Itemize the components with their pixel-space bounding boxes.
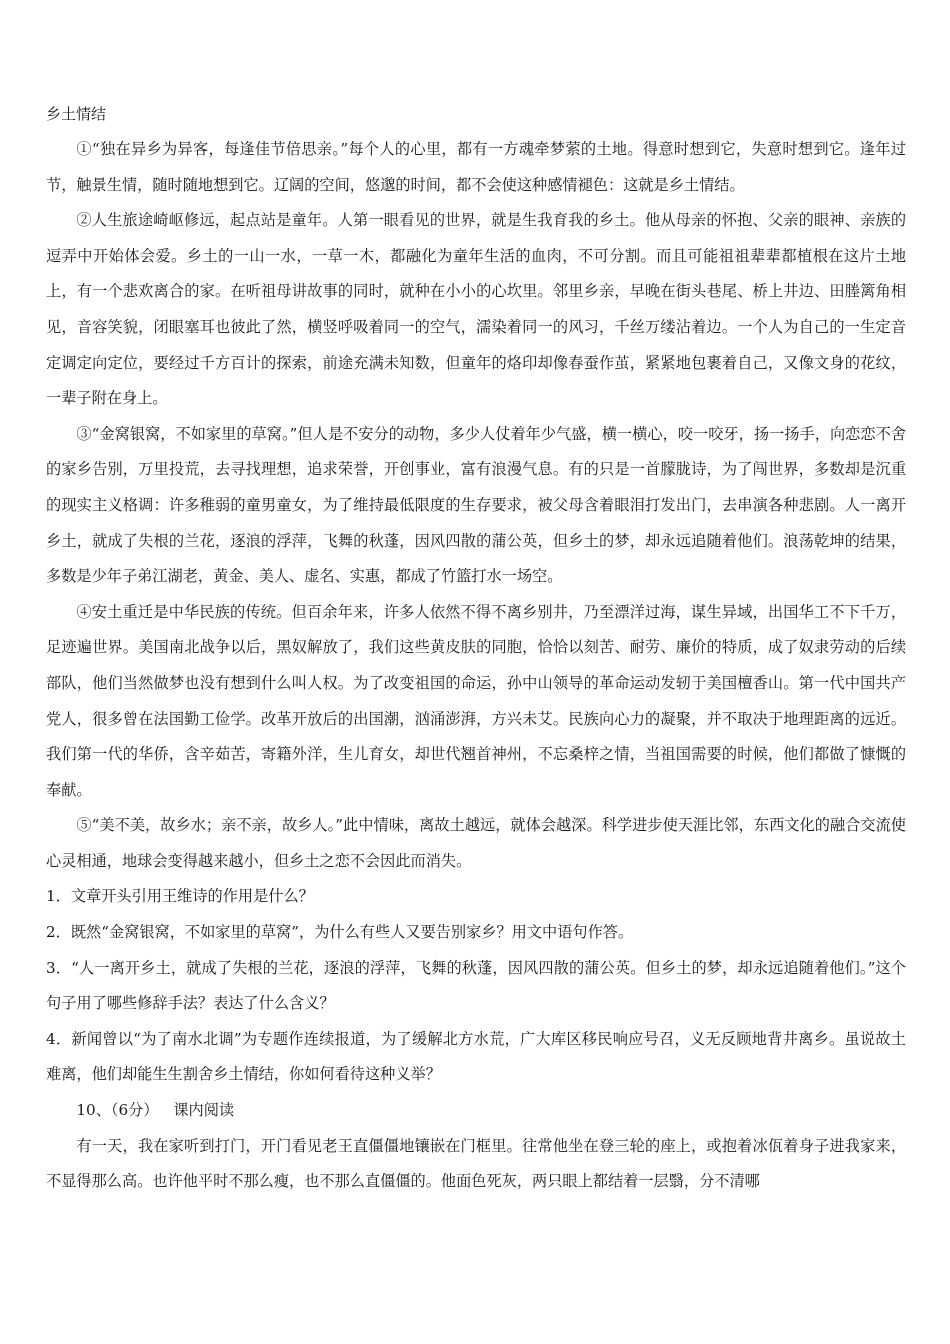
- section-10-number: 10、（6分）: [76, 1101, 159, 1120]
- paragraph-5: ⑤“美不美，故乡水；亲不亲，故乡人。”此中情味，离故土越远，就体会越深。科学进步使天涯比邻，东西文化的融合交流使心灵相通，地球会变得越来越小，但乡土之恋不会因此而消失。: [46, 816, 906, 870]
- paragraph-1: ①“独在异乡为异客，每逢佳节倍思亲。”每个人的心里，都有一方魂牵梦萦的土地。得意时想到它，失意时想到它。逢年过节，触景生情，随时随地想到它。辽阔的空间，悠邈的时间，都不会使这种感情褪色：这就是乡土情结。: [46, 140, 906, 194]
- question-3: 3．“人一离开乡土，就成了失根的兰花，逐浪的浮萍，飞舞的秋蓬，因风四散的蒲公英。但乡土的梦，却永远追随着他们。”这个句子用了哪些修辞手法？表达了什么含义？: [46, 958, 906, 1013]
- paragraph-3: ③“金窝银窝，不如家里的草窝。”但人是不安分的动物，多少人仗着年少气盛，横一横心，咬一咬牙，扬一扬手，向恋恋不舍的家乡告别，万里投荒，去寻找理想，追求荣誉，开创事业，富有浪漫气息。有的只是一首朦胧诗，为了闯世界，多数却是沉重的现实主义格调：许多稚弱的童男童女，为了维持最低限度的生存要求，被父母含着眼泪打发出门，去串演各种悲剧。人一离开乡土，就成了失根的兰花，逐浪的浮萍，飞舞的秋蓬，因风四散的蒲公英，但乡土的梦，却永远追随着他们。浪荡乾坤的结果，多数是少年子弟江湖老，黄金、美人、虚名、实惠，都成了竹篮打水一场空。: [46, 424, 906, 586]
- question-2: 2．既然“金窝银窝，不如家里的草窝”，为什么有些人又要告别家乡？用文中语句作答。: [46, 923, 634, 942]
- section-10-label: 课内阅读: [173, 1101, 235, 1120]
- passage-title: 乡土情结: [46, 105, 107, 123]
- paragraph-4: ④安土重迁是中华民族的传统。但百余年来，许多人依然不得不离乡别井，乃至漂洋过海，谋生异域，出国华工不下千万，足迹遍世界。美国南北战争以后，黑奴解放了，我们这些黄皮肤的同胞，恰恰以刻苦、耐劳、廉价的特质，成了奴隶劳动的后续部队，他们当然做梦也没有想到什么叫人权。为了改变祖国的命运，孙中山领导的革命运动发轫于美国檀香山。第一代中国共产党人，很多曾在法国勤工俭学。改革开放后的出国潮，汹涌澎湃，方兴未艾。民族向心力的凝聚，并不取决于地理距离的远近。我们第一代的华侨，含辛茹苦，寄籍外洋，生儿育女，却世代翘首神州，不忘桑梓之情，当祖国需要的时候，他们都做了慷慨的奉献。: [46, 602, 906, 799]
- section-10-heading: [46, 1093, 906, 1129]
- paragraph-2: ②人生旅途崎岖修远，起点站是童年。人第一眼看见的世界，就是生我育我的乡土。他从母亲的怀抱、父亲的眼神、亲族的逗弄中开始体会爱。乡土的一山一水，一草一木，都融化为童年生活的血肉，不可分割。而且可能祖祖辈辈都植根在这片土地上，有一个悲欢离合的家。在听祖母讲故事的同时，就种在小小的心坎里。邻里乡亲，早晚在街头巷尾、桥上井边、田塍篱角相见，音容笑貌，闭眼塞耳也彼此了然，横竖呼吸着同一的空气，濡染着同一的风习，千丝万缕沾着边。一个人为自己的一生定音定调定向定位，要经过千方百计的探索，前途充满未知数，但童年的烙印却像春蚕作茧，紧紧地包裹着自己，又像文身的花纹，一辈子附在身上。: [46, 211, 906, 408]
- question-4: 4．新闻曾以“为了南水北调”为专题作连续报道，为了缓解北方水荒，广大库区移民响应号召，义无反顾地背井离乡。虽说故土难离，他们却能生生割舍乡土情结，你如何看待这种义举？: [46, 1029, 906, 1084]
- question-1: 1．文章开头引用王维诗的作用是什么？: [46, 887, 314, 906]
- document-content: [46, 96, 906, 1200]
- story-paragraph: 有一天，我在家听到打门，开门看见老王直僵僵地镶嵌在门框里。往常他坐在登三轮的座上，或抱着冰佤着身子进我家来，不显得那么高。也许他平时不那么瘦，也不那么直僵僵的。他面色死灰，两只眼上都结着一层翳，分不清哪: [46, 1136, 906, 1191]
